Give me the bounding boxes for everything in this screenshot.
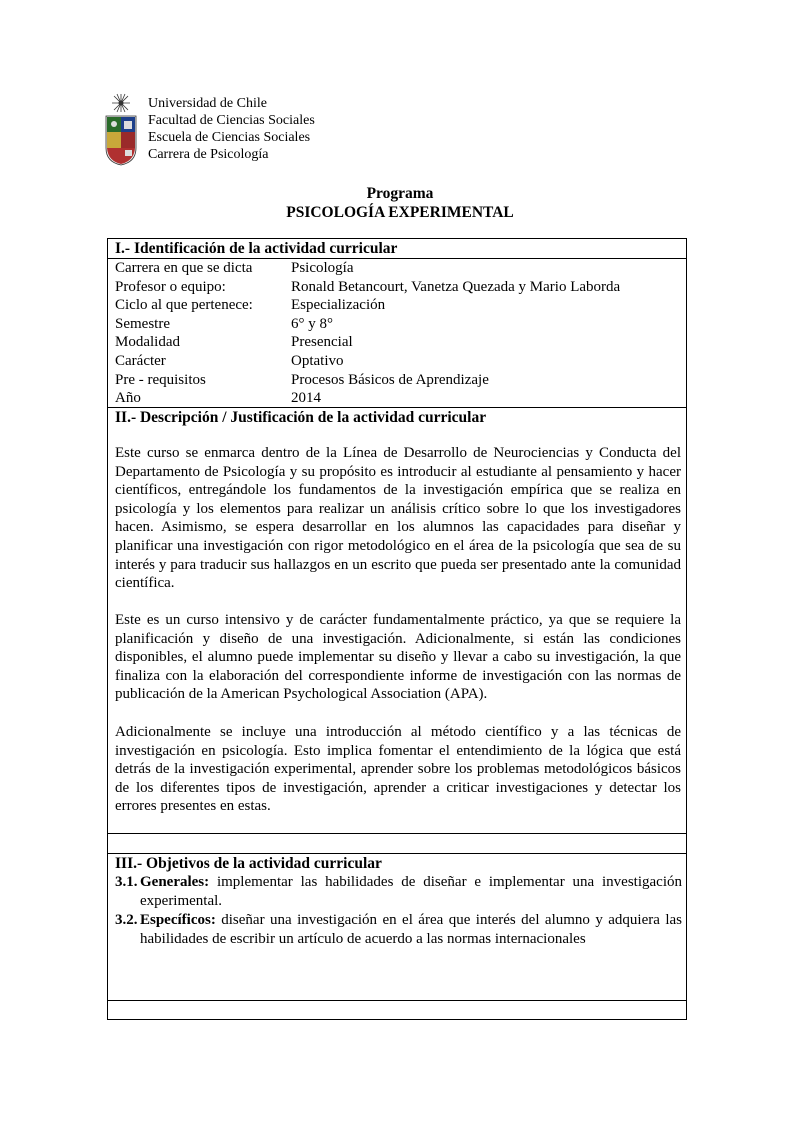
- id-label: Profesor o equipo:: [115, 278, 226, 295]
- id-row: [115, 333, 353, 352]
- title-line-course: PSICOLOGÍA EXPERIMENTAL: [286, 204, 514, 221]
- school-name: Escuela de Ciencias Sociales: [148, 130, 311, 145]
- id-value: Optativo: [291, 353, 344, 369]
- divider: [108, 853, 686, 854]
- section-1-title: I.- Identificación de la actividad curricular: [115, 240, 398, 257]
- objective-specific: [108, 911, 682, 948]
- id-row: [115, 389, 321, 408]
- section-3-title: III.- Objetivos de la actividad curricular: [115, 855, 382, 872]
- objective-heading: Generales:: [140, 874, 210, 890]
- id-value: 2014: [291, 390, 321, 407]
- id-row: [115, 371, 489, 390]
- id-label: Pre - requisitos: [115, 371, 206, 388]
- description-paragraph: Adicionalmente se incluye una introducción al método científico y a las técnicas de investigación en psicología. Esto implica fomentar el entendimiento de la lógica que está detrás de la investigación experimental, aprender sobre los problemas metodológicos básicos de los diferentes tipos de investigación, aprender a criticar investigaciones y detectar los errores presentes en estas.: [115, 724, 681, 815]
- id-value: 6° y 8°: [291, 315, 333, 332]
- faculty-name: Facultad de Ciencias Sociales: [148, 113, 315, 128]
- description-paragraph: Este es un curso intensivo y de carácter fundamentalmente práctico, ya que se requiere la planificación y diseño de una investigación. Adicionalmente, si están las condiciones disponibles, el alumno puede implementar su diseño y llevar a cabo su investigación, la que finaliza con la elaboración del correspondiente informe de investigación con las normas de publicación de la American Psychological Association (APA).: [115, 612, 681, 703]
- id-row: [115, 296, 385, 315]
- id-label: Año: [115, 390, 141, 407]
- document-title: [0, 184, 800, 222]
- divider: [108, 407, 686, 408]
- id-label: Semestre: [115, 315, 170, 332]
- course-table: [107, 238, 687, 1020]
- id-row: [115, 259, 354, 278]
- id-value: Especialización: [291, 297, 386, 314]
- id-value: Ronald Betancourt, Vanetza Quezada y Mario Laborda: [291, 278, 621, 295]
- university-shield-logo: [103, 92, 139, 166]
- id-row: [115, 352, 344, 371]
- description-paragraph: Este curso se enmarca dentro de la Línea de Desarrollo de Neurociencias y Conducta del Departamento de Psicología y su propósito es introducir al estudiante al pensamiento y hacer científicos, entregándole los fundamentos de la investigación empírica que se realiza en psicología y los elementos para realizar un análisis crítico sobre lo que los investigadores hacen. Asimismo, se espera desarrollar en los alumnos las capacidades para diseñar y planificar una investigación con rigor metodológico en el área de la psicología que sea de su interés y para traducir sus hallazgos en un escrito que pueda ser presentado ante la comunidad científica.: [115, 445, 681, 592]
- id-row: [115, 315, 333, 334]
- id-label: Modalidad: [115, 334, 180, 351]
- program-name: Carrera de Psicología: [148, 147, 269, 162]
- objective-heading: Específicos:: [140, 912, 216, 928]
- objective-number: 3.2.: [115, 912, 138, 928]
- divider: [108, 1000, 686, 1001]
- objective-number: 3.1.: [115, 874, 138, 890]
- objective-text: diseñar una investigación en el área que interés del alumno y adquiera las habilidades de escribir un artículo de acuerdo a las normas internacionales: [140, 912, 682, 947]
- id-label: Ciclo al que pertenece:: [115, 297, 253, 314]
- objective-text: implementar las habilidades de diseñar e implementar una investigación experimental.: [140, 874, 682, 909]
- id-value: Presencial: [291, 334, 353, 351]
- id-row: [115, 278, 620, 297]
- section-2-title: II.- Descripción / Justificación de la actividad curricular: [115, 409, 487, 426]
- university-name: Universidad de Chile: [148, 96, 267, 111]
- divider: [108, 833, 686, 834]
- id-value: Psicología: [291, 260, 354, 276]
- id-label: Carrera en que se dicta: [115, 260, 253, 276]
- objective-general: [108, 873, 682, 910]
- institution-names: [148, 95, 315, 163]
- title-line-program: Programa: [366, 185, 434, 202]
- id-label: Carácter: [115, 353, 166, 369]
- id-value: Procesos Básicos de Aprendizaje: [291, 371, 489, 388]
